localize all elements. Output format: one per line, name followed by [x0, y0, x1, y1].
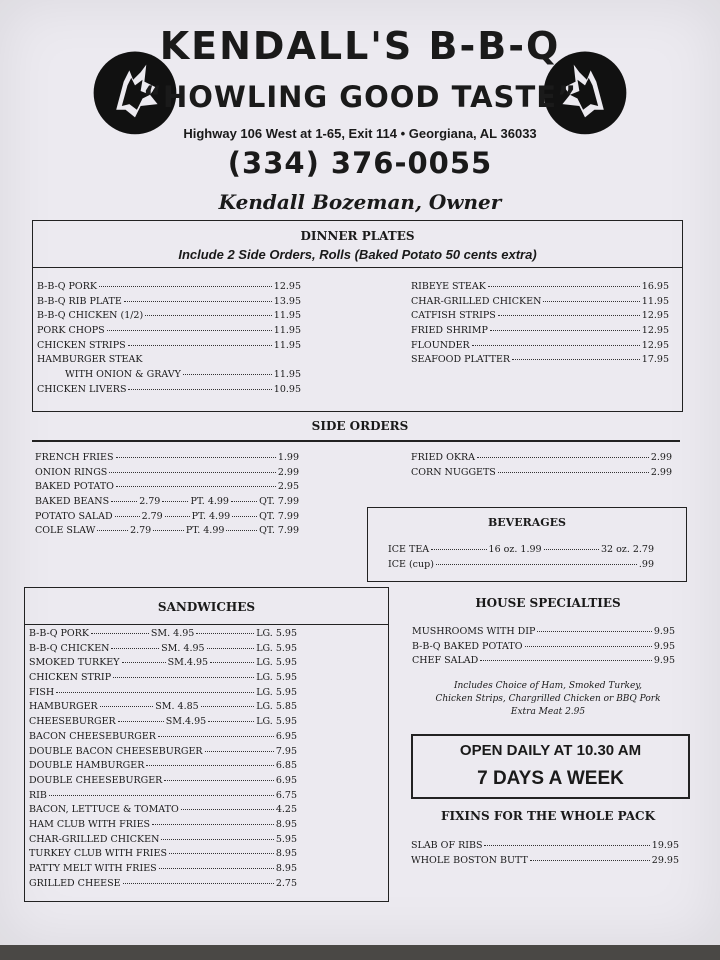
- menu-item: [29, 819, 297, 834]
- item-price-large: 7.95: [275, 745, 297, 757]
- dot-leader: [183, 374, 272, 375]
- item-name: B-B-Q RIB PLATE: [37, 295, 122, 307]
- menu-item: [35, 481, 299, 496]
- item-price-pint: PT. 4.99: [191, 510, 231, 522]
- owner-name: Kendall Bozeman, Owner: [218, 190, 502, 214]
- item-price: 9.95: [653, 640, 675, 652]
- dot-leader: [158, 736, 274, 737]
- item-name: GRILLED CHEESE: [29, 877, 121, 889]
- dot-leader: [530, 860, 650, 861]
- item-name: POTATO SALAD: [35, 510, 113, 522]
- dot-leader: [480, 660, 652, 661]
- menu-item: [29, 834, 297, 849]
- menu-item: [29, 790, 297, 805]
- item-price-quart: QT. 7.99: [259, 496, 299, 507]
- item-price-small: 2.79: [139, 496, 161, 507]
- item-price-small: SM. 4.95: [161, 642, 205, 654]
- menu-item: [37, 340, 301, 355]
- sandwiches-section: [24, 587, 389, 902]
- menu-item: [35, 511, 299, 526]
- item-price-large: LG. 5.85: [256, 701, 297, 713]
- dot-leader: [525, 646, 652, 647]
- dot-leader: [498, 315, 640, 316]
- item-name: FRIED SHRIMP: [411, 325, 488, 337]
- item-price-large: 6.95: [275, 730, 297, 742]
- item-price-large: 6.85: [275, 760, 297, 772]
- menu-item: [29, 672, 297, 687]
- item-price: 13.95: [273, 295, 301, 307]
- section-title: BEVERAGES: [488, 516, 566, 529]
- item-price: 9.95: [653, 626, 675, 637]
- item-name: BACON, LETTUCE & TOMATO: [29, 804, 179, 816]
- dot-leader: [111, 648, 159, 649]
- dot-leader: [123, 883, 274, 884]
- dot-leader: [146, 765, 273, 766]
- dot-leader: [118, 721, 164, 722]
- item-price-small: SM.4.95: [165, 716, 207, 728]
- item-price: 2.99: [650, 466, 672, 478]
- beverages-list: [388, 544, 654, 573]
- menu-item: [29, 804, 297, 819]
- item-price-large: 4.25: [275, 804, 297, 816]
- dot-leader: [153, 530, 184, 531]
- side-orders-title: SIDE ORDERS: [311, 419, 409, 433]
- dot-leader: [232, 516, 257, 517]
- item-price-large: 8.95: [275, 848, 297, 860]
- item-name: CATFISH STRIPS: [411, 310, 496, 322]
- item-price: 12.95: [641, 325, 669, 337]
- dinner-plates-left-column: [37, 281, 301, 399]
- item-name: TURKEY CLUB WITH FRIES: [29, 848, 167, 860]
- dot-leader: [124, 301, 272, 302]
- item-name: FLOUNDER: [411, 339, 470, 351]
- item-price-quart: QT. 7.99: [259, 525, 300, 537]
- dot-leader: [543, 301, 639, 302]
- fixins-list: [411, 840, 679, 869]
- item-price: 19.95: [651, 840, 679, 851]
- item-price-small: SM. 4.85: [155, 701, 199, 713]
- beverages-section: [367, 507, 687, 582]
- menu-item: [29, 643, 297, 658]
- menu-item: [29, 848, 297, 863]
- dot-leader: [159, 868, 274, 869]
- menu-item: [37, 384, 301, 399]
- dot-leader: [91, 633, 149, 634]
- dinner-plates-section: [32, 220, 683, 412]
- dot-leader: [145, 315, 272, 316]
- dot-leader: [100, 706, 154, 707]
- menu-item: [388, 544, 654, 559]
- item-price-16oz: 16 oz. 1.99: [488, 544, 542, 555]
- dot-leader: [488, 286, 640, 287]
- item-name: FRENCH FRIES: [35, 452, 114, 463]
- item-price: 17.95: [641, 354, 669, 366]
- tagline: “HOWLING GOOD TASTE”: [142, 80, 578, 114]
- side-orders-left-column: [35, 452, 299, 496]
- item-name: CHICKEN STRIP: [29, 672, 112, 684]
- item-price-large: LG. 5.95: [256, 642, 298, 654]
- item-name: CORN NUGGETS: [411, 466, 496, 478]
- item-price-large: 2.75: [275, 877, 297, 889]
- item-name: MUSHROOMS WITH DIP: [412, 626, 536, 637]
- item-name: HAMBURGER STEAK: [37, 354, 143, 366]
- item-name: CHICKEN LIVERS: [37, 383, 127, 395]
- item-price: 11.95: [273, 310, 301, 322]
- item-price: 2.99: [650, 452, 672, 463]
- menu-item: [29, 731, 297, 746]
- menu-item: [29, 863, 297, 878]
- menu-item: [411, 296, 669, 311]
- menu-item: [411, 325, 669, 340]
- item-name: SLAB OF RIBS: [411, 840, 483, 851]
- house-specialties-title: HOUSE SPECIALTIES: [475, 596, 621, 610]
- item-name: B-B-Q PORK: [37, 281, 97, 292]
- menu-item: [37, 369, 301, 384]
- item-name: BACON CHEESEBURGER: [29, 730, 156, 742]
- menu-item: [411, 840, 679, 855]
- item-price-small: 2.79: [130, 525, 152, 537]
- item-name: RIBEYE STEAK: [411, 281, 486, 292]
- item-name: ONION RINGS: [35, 466, 108, 478]
- item-name: BAKED BEANS: [35, 496, 110, 507]
- dot-leader: [128, 345, 272, 346]
- item-price-large: LG. 5.95: [256, 657, 297, 669]
- item-price-large: LG. 5.95: [256, 716, 297, 728]
- address: Highway 106 West at 1-65, Exit 114 • Georgiana, AL 36033: [183, 126, 537, 141]
- item-price: 10.95: [273, 383, 301, 395]
- menu-item: [412, 655, 675, 670]
- dot-leader: [115, 516, 140, 517]
- dot-leader: [484, 845, 649, 846]
- dot-leader: [231, 501, 257, 502]
- item-name: BAKED POTATO: [35, 481, 114, 493]
- dot-leader: [205, 751, 274, 752]
- dot-leader: [498, 472, 649, 473]
- dot-leader: [164, 780, 274, 781]
- menu-item: [411, 340, 669, 355]
- dinner-plates-right-column: [411, 281, 669, 369]
- house-specialties-note: Includes Choice of Ham, Smoked Turkey, Chicken Strips, Chargrilled Chicken or BBQ Pork Extra Meat 2.95: [435, 681, 661, 717]
- dot-leader: [99, 286, 272, 287]
- dot-leader: [512, 359, 640, 360]
- item-price-large: LG. 5.95: [256, 686, 297, 698]
- menu-item: [411, 281, 669, 296]
- dot-leader: [477, 457, 649, 458]
- item-name: SEAFOOD PLATTER: [411, 354, 511, 366]
- section-title: DINNER PLATES: [300, 229, 415, 243]
- menu-item: [29, 628, 297, 643]
- item-name: FISH: [29, 686, 55, 698]
- item-price: 16.95: [641, 281, 669, 292]
- item-name: CHEESEBURGER: [29, 716, 116, 728]
- item-name: DOUBLE CHEESEBURGER: [29, 774, 163, 786]
- item-price: 2.95: [277, 481, 299, 493]
- item-price: 9.95: [653, 655, 675, 667]
- item-name: WITH ONION & GRAVY: [65, 369, 181, 381]
- item-name: DOUBLE BACON CHEESEBURGER: [29, 745, 203, 757]
- menu-item: [411, 310, 669, 325]
- fixins-title: FIXINS FOR THE WHOLE PACK: [440, 809, 656, 823]
- item-name: PATTY MELT WITH FRIES: [29, 863, 157, 874]
- menu-item: [37, 310, 301, 325]
- dot-leader: [181, 809, 274, 810]
- menu-item: [35, 496, 299, 511]
- dot-leader: [49, 795, 274, 796]
- item-name: HAMBURGER: [29, 701, 98, 713]
- item-price-large: 5.95: [275, 833, 297, 845]
- item-price-large: LG. 5.95: [256, 672, 297, 684]
- phone-number[interactable]: (334) 376-0055: [227, 146, 493, 180]
- menu-item: [388, 559, 654, 574]
- menu-item: [29, 760, 297, 775]
- item-price: 11.95: [273, 369, 301, 381]
- house-specialties-list: [412, 626, 675, 670]
- item-price: 29.95: [651, 854, 679, 866]
- dot-leader: [56, 692, 254, 693]
- dot-leader: [208, 721, 254, 722]
- item-name: CHAR-GRILLED CHICKEN: [411, 295, 542, 307]
- dot-leader: [226, 530, 257, 531]
- item-price: 1.99: [277, 452, 299, 463]
- item-name: ICE TEA: [388, 544, 430, 555]
- item-name: RIB: [29, 789, 47, 801]
- menu-item: [37, 296, 301, 311]
- dot-leader: [196, 633, 254, 634]
- dot-leader: [537, 631, 651, 632]
- menu-item: [411, 467, 672, 482]
- item-price: 12.95: [273, 281, 301, 292]
- dot-leader: [97, 530, 128, 531]
- item-name: CHEF SALAD: [412, 655, 479, 667]
- menu-item: [29, 687, 297, 702]
- hours-line-1: OPEN DAILY AT 10.30 AM: [459, 742, 642, 759]
- item-price: 11.95: [273, 325, 301, 337]
- item-name: CHICKEN STRIPS: [37, 339, 126, 351]
- dot-leader: [490, 330, 640, 331]
- menu-item: [37, 281, 301, 296]
- section-title: SANDWICHES: [157, 600, 256, 614]
- item-name: B-B-Q PORK: [29, 628, 89, 639]
- item-name: B-B-Q CHICKEN: [29, 642, 110, 654]
- menu-item: [35, 467, 299, 482]
- menu-item: [35, 452, 299, 467]
- dot-leader: [152, 824, 274, 825]
- item-price-large: 6.75: [275, 789, 297, 801]
- menu-item: [29, 775, 297, 790]
- side-orders-right-column: [411, 452, 672, 481]
- item-price-quart: QT. 7.99: [259, 510, 300, 522]
- item-price-large: 8.95: [275, 863, 297, 874]
- item-price: 12.95: [641, 339, 669, 351]
- dot-leader: [162, 501, 188, 502]
- side-orders-sized-column: [35, 496, 299, 540]
- item-price-small: SM.4.95: [167, 657, 209, 669]
- item-price-large: LG. 5.95: [256, 628, 297, 639]
- dot-leader: [111, 501, 137, 502]
- dot-leader: [109, 472, 276, 473]
- item-name: PORK CHOPS: [37, 325, 105, 337]
- item-name: CHAR-GRILLED CHICKEN: [29, 833, 160, 845]
- item-price-pint: PT. 4.99: [190, 496, 229, 507]
- menu-item: [35, 525, 299, 540]
- item-name: WHOLE BOSTON BUTT: [411, 854, 528, 866]
- dot-leader: [436, 564, 637, 565]
- dot-leader: [116, 457, 276, 458]
- item-name: B-B-Q BAKED POTATO: [412, 640, 523, 652]
- dot-leader: [116, 486, 276, 487]
- dot-leader: [165, 516, 190, 517]
- dot-leader: [113, 677, 254, 678]
- item-name: B-B-Q CHICKEN (1/2): [37, 310, 144, 322]
- menu-item: [29, 657, 297, 672]
- dot-leader: [161, 839, 273, 840]
- item-name: COLE SLAW: [35, 525, 96, 537]
- hours-line-2: 7 DAYS A WEEK: [477, 768, 624, 789]
- dot-leader: [169, 853, 274, 854]
- menu-item: [29, 746, 297, 761]
- item-name: DOUBLE HAMBURGER: [29, 760, 145, 772]
- item-price-32oz: .99: [638, 558, 654, 570]
- dot-leader: [128, 389, 271, 390]
- item-name: ICE (cup): [388, 558, 434, 570]
- item-price: 12.95: [641, 310, 669, 322]
- menu-item: [29, 878, 297, 893]
- item-name: SMOKED TURKEY: [29, 657, 120, 669]
- dot-leader: [107, 330, 272, 331]
- item-price-pint: PT. 4.99: [185, 525, 225, 537]
- menu-item: [29, 701, 297, 716]
- table-surface: [0, 945, 720, 960]
- dot-leader: [207, 648, 255, 649]
- item-name: HAM CLUB WITH FRIES: [29, 818, 151, 830]
- item-name: FRIED OKRA: [411, 452, 475, 463]
- section-subtitle: Include 2 Side Orders, Rolls (Baked Potato 50 cents extra): [178, 247, 537, 262]
- dot-leader: [210, 662, 254, 663]
- item-price-small: 2.79: [141, 510, 163, 522]
- dot-leader: [431, 549, 486, 550]
- menu-item: [411, 855, 679, 870]
- dot-leader: [201, 706, 255, 707]
- hours-box: [411, 734, 690, 799]
- menu-item: [411, 354, 669, 369]
- sandwiches-list: [29, 628, 297, 892]
- menu-item: [29, 716, 297, 731]
- menu-item: [37, 354, 301, 369]
- item-price: 11.95: [641, 295, 669, 307]
- dot-leader: [544, 549, 599, 550]
- menu-item: [37, 325, 301, 340]
- dot-leader: [472, 345, 640, 346]
- menu-item: [412, 626, 675, 641]
- restaurant-name: KENDALL'S B-B-Q: [159, 24, 561, 68]
- item-price-large: 8.95: [275, 818, 297, 830]
- menu-item: [411, 452, 672, 467]
- item-price-small: SM. 4.95: [150, 628, 195, 639]
- item-price: 2.99: [277, 466, 299, 478]
- dot-leader: [122, 662, 166, 663]
- item-price-large: 6.95: [275, 774, 297, 786]
- menu-item: [412, 641, 675, 656]
- item-price-32oz: 32 oz. 2.79: [600, 544, 655, 555]
- item-price: 11.95: [273, 339, 301, 351]
